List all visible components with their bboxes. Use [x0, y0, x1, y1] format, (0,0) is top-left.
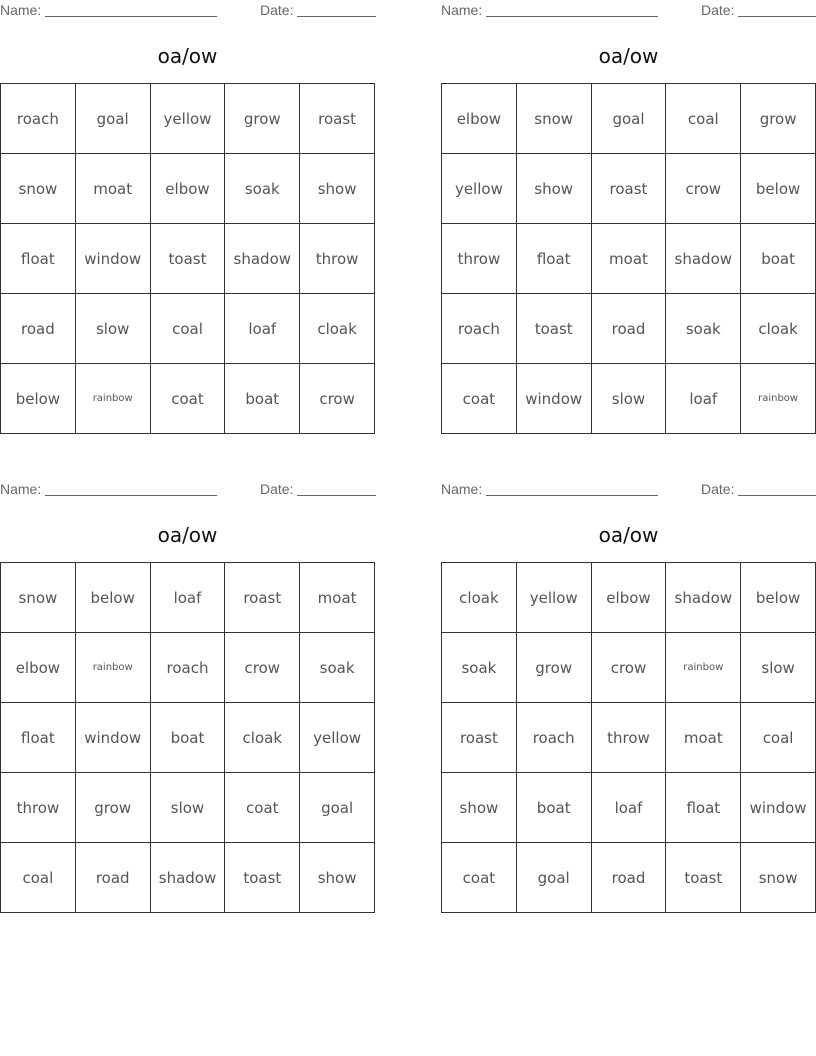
- name-date-header: [441, 2, 816, 20]
- bingo-cell[interactable]: cloak: [741, 294, 816, 364]
- bingo-card: [0, 0, 375, 434]
- bingo-cell[interactable]: shadow: [666, 563, 741, 633]
- bingo-cell[interactable]: goal: [592, 84, 667, 154]
- card-title: oa/ow: [157, 44, 218, 68]
- bingo-cell[interactable]: below: [1, 364, 76, 434]
- bingo-cell[interactable]: goal: [76, 84, 151, 154]
- bingo-cell[interactable]: slow: [741, 633, 816, 703]
- bingo-cell[interactable]: slow: [592, 364, 667, 434]
- bingo-cell[interactable]: boat: [741, 224, 816, 294]
- bingo-cell[interactable]: grow: [76, 773, 151, 843]
- bingo-cell[interactable]: yellow: [300, 703, 375, 773]
- bingo-cell[interactable]: float: [1, 703, 76, 773]
- bingo-cell[interactable]: road: [76, 843, 151, 913]
- bingo-cell[interactable]: road: [592, 294, 667, 364]
- bingo-cell[interactable]: coat: [442, 364, 517, 434]
- name-blank-line[interactable]: [486, 16, 658, 17]
- bingo-cell[interactable]: toast: [151, 224, 226, 294]
- bingo-cell[interactable]: coal: [741, 703, 816, 773]
- bingo-cell[interactable]: soak: [666, 294, 741, 364]
- bingo-cell[interactable]: float: [666, 773, 741, 843]
- bingo-cell[interactable]: rainbow: [76, 633, 151, 703]
- bingo-cell[interactable]: below: [741, 154, 816, 224]
- bingo-cell[interactable]: below: [76, 563, 151, 633]
- bingo-cell[interactable]: loaf: [592, 773, 667, 843]
- card-title: oa/ow: [157, 523, 218, 547]
- bingo-cell[interactable]: rainbow: [741, 364, 816, 434]
- bingo-grid: [441, 83, 816, 434]
- bingo-grid: [0, 83, 375, 434]
- date-blank-line[interactable]: [297, 16, 376, 17]
- bingo-cell[interactable]: crow: [666, 154, 741, 224]
- bingo-cell[interactable]: boat: [151, 703, 226, 773]
- bingo-cell[interactable]: moat: [592, 224, 667, 294]
- bingo-cell[interactable]: roast: [592, 154, 667, 224]
- bingo-cell[interactable]: yellow: [442, 154, 517, 224]
- bingo-cell[interactable]: crow: [225, 633, 300, 703]
- bingo-cell[interactable]: throw: [300, 224, 375, 294]
- bingo-cell[interactable]: elbow: [592, 563, 667, 633]
- name-label: Name:: [441, 481, 483, 497]
- bingo-cell[interactable]: show: [300, 843, 375, 913]
- bingo-cell[interactable]: goal: [517, 843, 592, 913]
- bingo-cell[interactable]: show: [300, 154, 375, 224]
- bingo-cell[interactable]: roach: [442, 294, 517, 364]
- card-title: oa/ow: [598, 523, 659, 547]
- date-label: Date:: [701, 481, 735, 497]
- date-label: Date:: [701, 2, 735, 18]
- bingo-cell[interactable]: moat: [76, 154, 151, 224]
- bingo-cell[interactable]: snow: [1, 563, 76, 633]
- bingo-cell[interactable]: cloak: [300, 294, 375, 364]
- bingo-cell[interactable]: window: [517, 364, 592, 434]
- name-date-header: [0, 481, 376, 499]
- bingo-cell[interactable]: below: [741, 563, 816, 633]
- bingo-cell[interactable]: yellow: [151, 84, 226, 154]
- bingo-cell[interactable]: elbow: [1, 633, 76, 703]
- bingo-card: [441, 479, 816, 913]
- bingo-cell[interactable]: crow: [592, 633, 667, 703]
- name-blank-line[interactable]: [45, 495, 217, 496]
- bingo-cell[interactable]: rainbow: [76, 364, 151, 434]
- bingo-cell[interactable]: yellow: [517, 563, 592, 633]
- bingo-cell[interactable]: shadow: [225, 224, 300, 294]
- name-date-header: [0, 2, 376, 20]
- bingo-cell[interactable]: show: [517, 154, 592, 224]
- bingo-cell[interactable]: toast: [666, 843, 741, 913]
- bingo-cell[interactable]: elbow: [151, 154, 226, 224]
- date-blank-line[interactable]: [738, 16, 816, 17]
- name-label: Name:: [441, 2, 483, 18]
- bingo-cell[interactable]: show: [442, 773, 517, 843]
- bingo-cell[interactable]: boat: [517, 773, 592, 843]
- bingo-cell[interactable]: roast: [442, 703, 517, 773]
- bingo-cell[interactable]: goal: [300, 773, 375, 843]
- bingo-cell[interactable]: roach: [151, 633, 226, 703]
- bingo-cell[interactable]: snow: [517, 84, 592, 154]
- bingo-cell[interactable]: coal: [1, 843, 76, 913]
- bingo-cell[interactable]: roast: [300, 84, 375, 154]
- bingo-cell[interactable]: cloak: [442, 563, 517, 633]
- date-blank-line[interactable]: [297, 495, 376, 496]
- bingo-cell[interactable]: throw: [592, 703, 667, 773]
- bingo-cell[interactable]: coat: [225, 773, 300, 843]
- bingo-cell[interactable]: window: [741, 773, 816, 843]
- bingo-cell[interactable]: grow: [741, 84, 816, 154]
- bingo-cell[interactable]: toast: [225, 843, 300, 913]
- date-blank-line[interactable]: [738, 495, 816, 496]
- bingo-cell[interactable]: throw: [442, 224, 517, 294]
- bingo-cell[interactable]: rainbow: [666, 633, 741, 703]
- bingo-cell[interactable]: shadow: [151, 843, 226, 913]
- bingo-cell[interactable]: throw: [1, 773, 76, 843]
- bingo-cell[interactable]: moat: [300, 563, 375, 633]
- bingo-cell[interactable]: float: [517, 224, 592, 294]
- bingo-cell[interactable]: cloak: [225, 703, 300, 773]
- bingo-cell[interactable]: coal: [666, 84, 741, 154]
- bingo-grid: [0, 562, 375, 913]
- bingo-cell[interactable]: snow: [1, 154, 76, 224]
- name-blank-line[interactable]: [486, 495, 658, 496]
- name-blank-line[interactable]: [45, 16, 217, 17]
- bingo-cell[interactable]: crow: [300, 364, 375, 434]
- date-label: Date:: [260, 481, 294, 497]
- bingo-cell[interactable]: coat: [442, 843, 517, 913]
- date-label: Date:: [260, 2, 294, 18]
- bingo-cell[interactable]: toast: [517, 294, 592, 364]
- bingo-card: [0, 479, 375, 913]
- bingo-cell[interactable]: road: [1, 294, 76, 364]
- bingo-cell[interactable]: snow: [741, 843, 816, 913]
- card-title: oa/ow: [598, 44, 659, 68]
- bingo-cell[interactable]: shadow: [666, 224, 741, 294]
- bingo-cell[interactable]: elbow: [442, 84, 517, 154]
- bingo-cell[interactable]: window: [76, 703, 151, 773]
- bingo-cell[interactable]: coat: [151, 364, 226, 434]
- bingo-cell[interactable]: boat: [225, 364, 300, 434]
- name-label: Name:: [0, 2, 42, 18]
- bingo-cell[interactable]: roach: [1, 84, 76, 154]
- bingo-grid: [441, 562, 816, 913]
- bingo-cell[interactable]: soak: [225, 154, 300, 224]
- bingo-cell[interactable]: soak: [300, 633, 375, 703]
- bingo-cell[interactable]: loaf: [225, 294, 300, 364]
- bingo-cell[interactable]: loaf: [151, 563, 226, 633]
- bingo-cell[interactable]: soak: [442, 633, 517, 703]
- bingo-cell[interactable]: roast: [225, 563, 300, 633]
- bingo-cell[interactable]: road: [592, 843, 667, 913]
- bingo-cell[interactable]: slow: [151, 773, 226, 843]
- bingo-cell[interactable]: window: [76, 224, 151, 294]
- name-date-header: [441, 481, 816, 499]
- bingo-cell[interactable]: coal: [151, 294, 226, 364]
- bingo-cell[interactable]: grow: [225, 84, 300, 154]
- bingo-cell[interactable]: grow: [517, 633, 592, 703]
- name-label: Name:: [0, 481, 42, 497]
- bingo-cell[interactable]: moat: [666, 703, 741, 773]
- bingo-cell[interactable]: float: [1, 224, 76, 294]
- bingo-cell[interactable]: loaf: [666, 364, 741, 434]
- bingo-card: [441, 0, 816, 434]
- bingo-cell[interactable]: slow: [76, 294, 151, 364]
- bingo-cell[interactable]: roach: [517, 703, 592, 773]
